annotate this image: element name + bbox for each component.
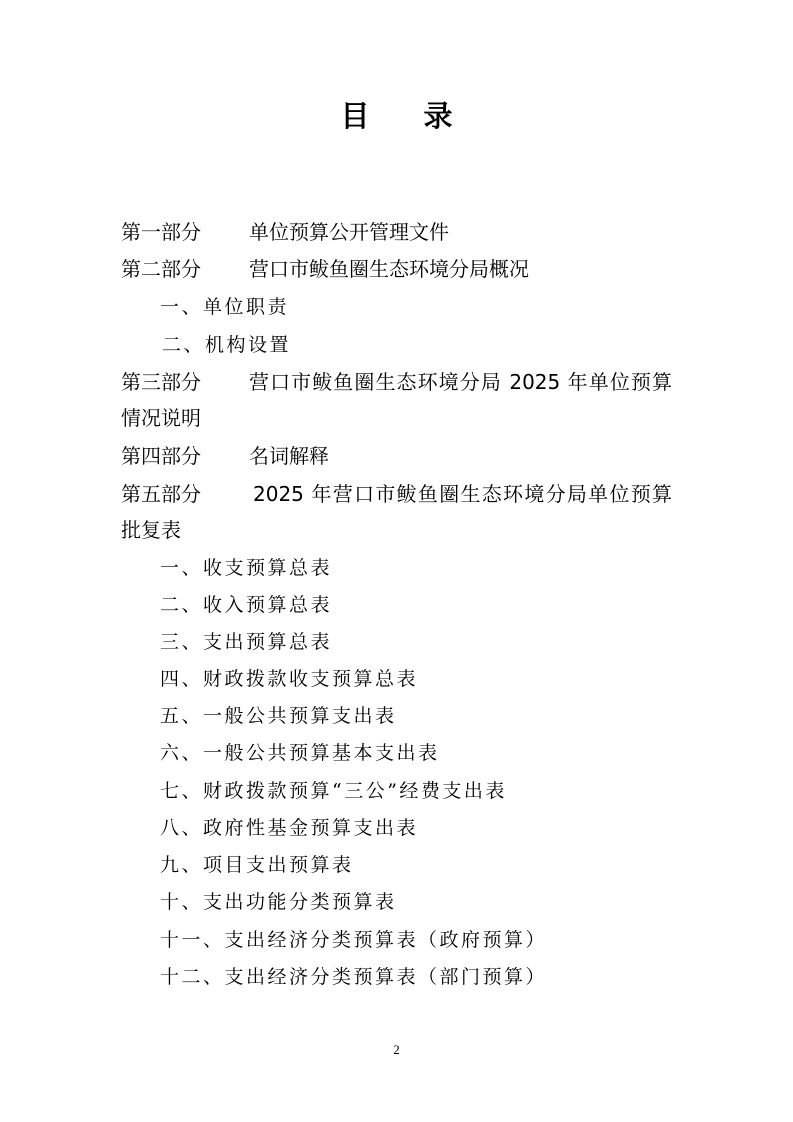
toc-sub-item: 二、机构设置 [162,334,292,356]
toc-part-title: 名词解释 [249,444,329,468]
toc-part-label: 第一部分 [121,220,201,244]
toc-part-title: 2025 年营口市鲅鱼圈生态环境分局单位预算 [253,482,672,506]
toc-part-continuation: 批复表 [121,518,181,542]
toc-sub-item: 一、单位职责 [160,296,290,318]
toc-sub-item: 二、收入预算总表 [160,594,333,616]
toc-sub-item: 一、收支预算总表 [160,557,333,579]
toc-sub-item: 八、政府性基金预算支出表 [160,817,419,839]
toc-sub-item: 五、一般公共预算支出表 [160,705,397,727]
toc-part-continuation: 情况说明 [121,406,201,430]
toc-sub-item: 三、支出预算总表 [160,631,333,653]
toc-part-5 [121,480,672,508]
toc-sub-item: 四、财政拨款收支预算总表 [160,668,419,690]
toc-part-3 [121,368,672,396]
toc-part-4 [121,442,329,470]
toc-sub-item: 九、项目支出预算表 [160,854,354,876]
toc-part-label: 第二部分 [121,257,201,281]
toc-sub-item: 十二、支出经济分类预算表（部门预算） [160,966,548,988]
toc-part-2 [121,255,529,283]
toc-part-title: 单位预算公开管理文件 [249,220,449,244]
toc-part-label: 第五部分 [121,482,201,506]
toc-part-label: 第三部分 [121,370,201,394]
page-number: 2 [393,1042,400,1057]
toc-part-1 [121,218,449,246]
toc-part-label: 第四部分 [121,444,201,468]
toc-sub-item: 六、一般公共预算基本支出表 [160,742,440,764]
toc-sub-item: 十、支出功能分类预算表 [160,891,397,913]
toc-sub-item: 十一、支出经济分类预算表（政府预算） [160,929,548,951]
toc-sub-item: 七、财政拨款预算“三公”经费支出表 [160,780,507,802]
page-title: 目录 [340,99,507,133]
toc-part-title: 营口市鲅鱼圈生态环境分局概况 [249,257,529,281]
toc-part-title: 营口市鲅鱼圈生态环境分局 2025 年单位预算 [249,370,672,394]
